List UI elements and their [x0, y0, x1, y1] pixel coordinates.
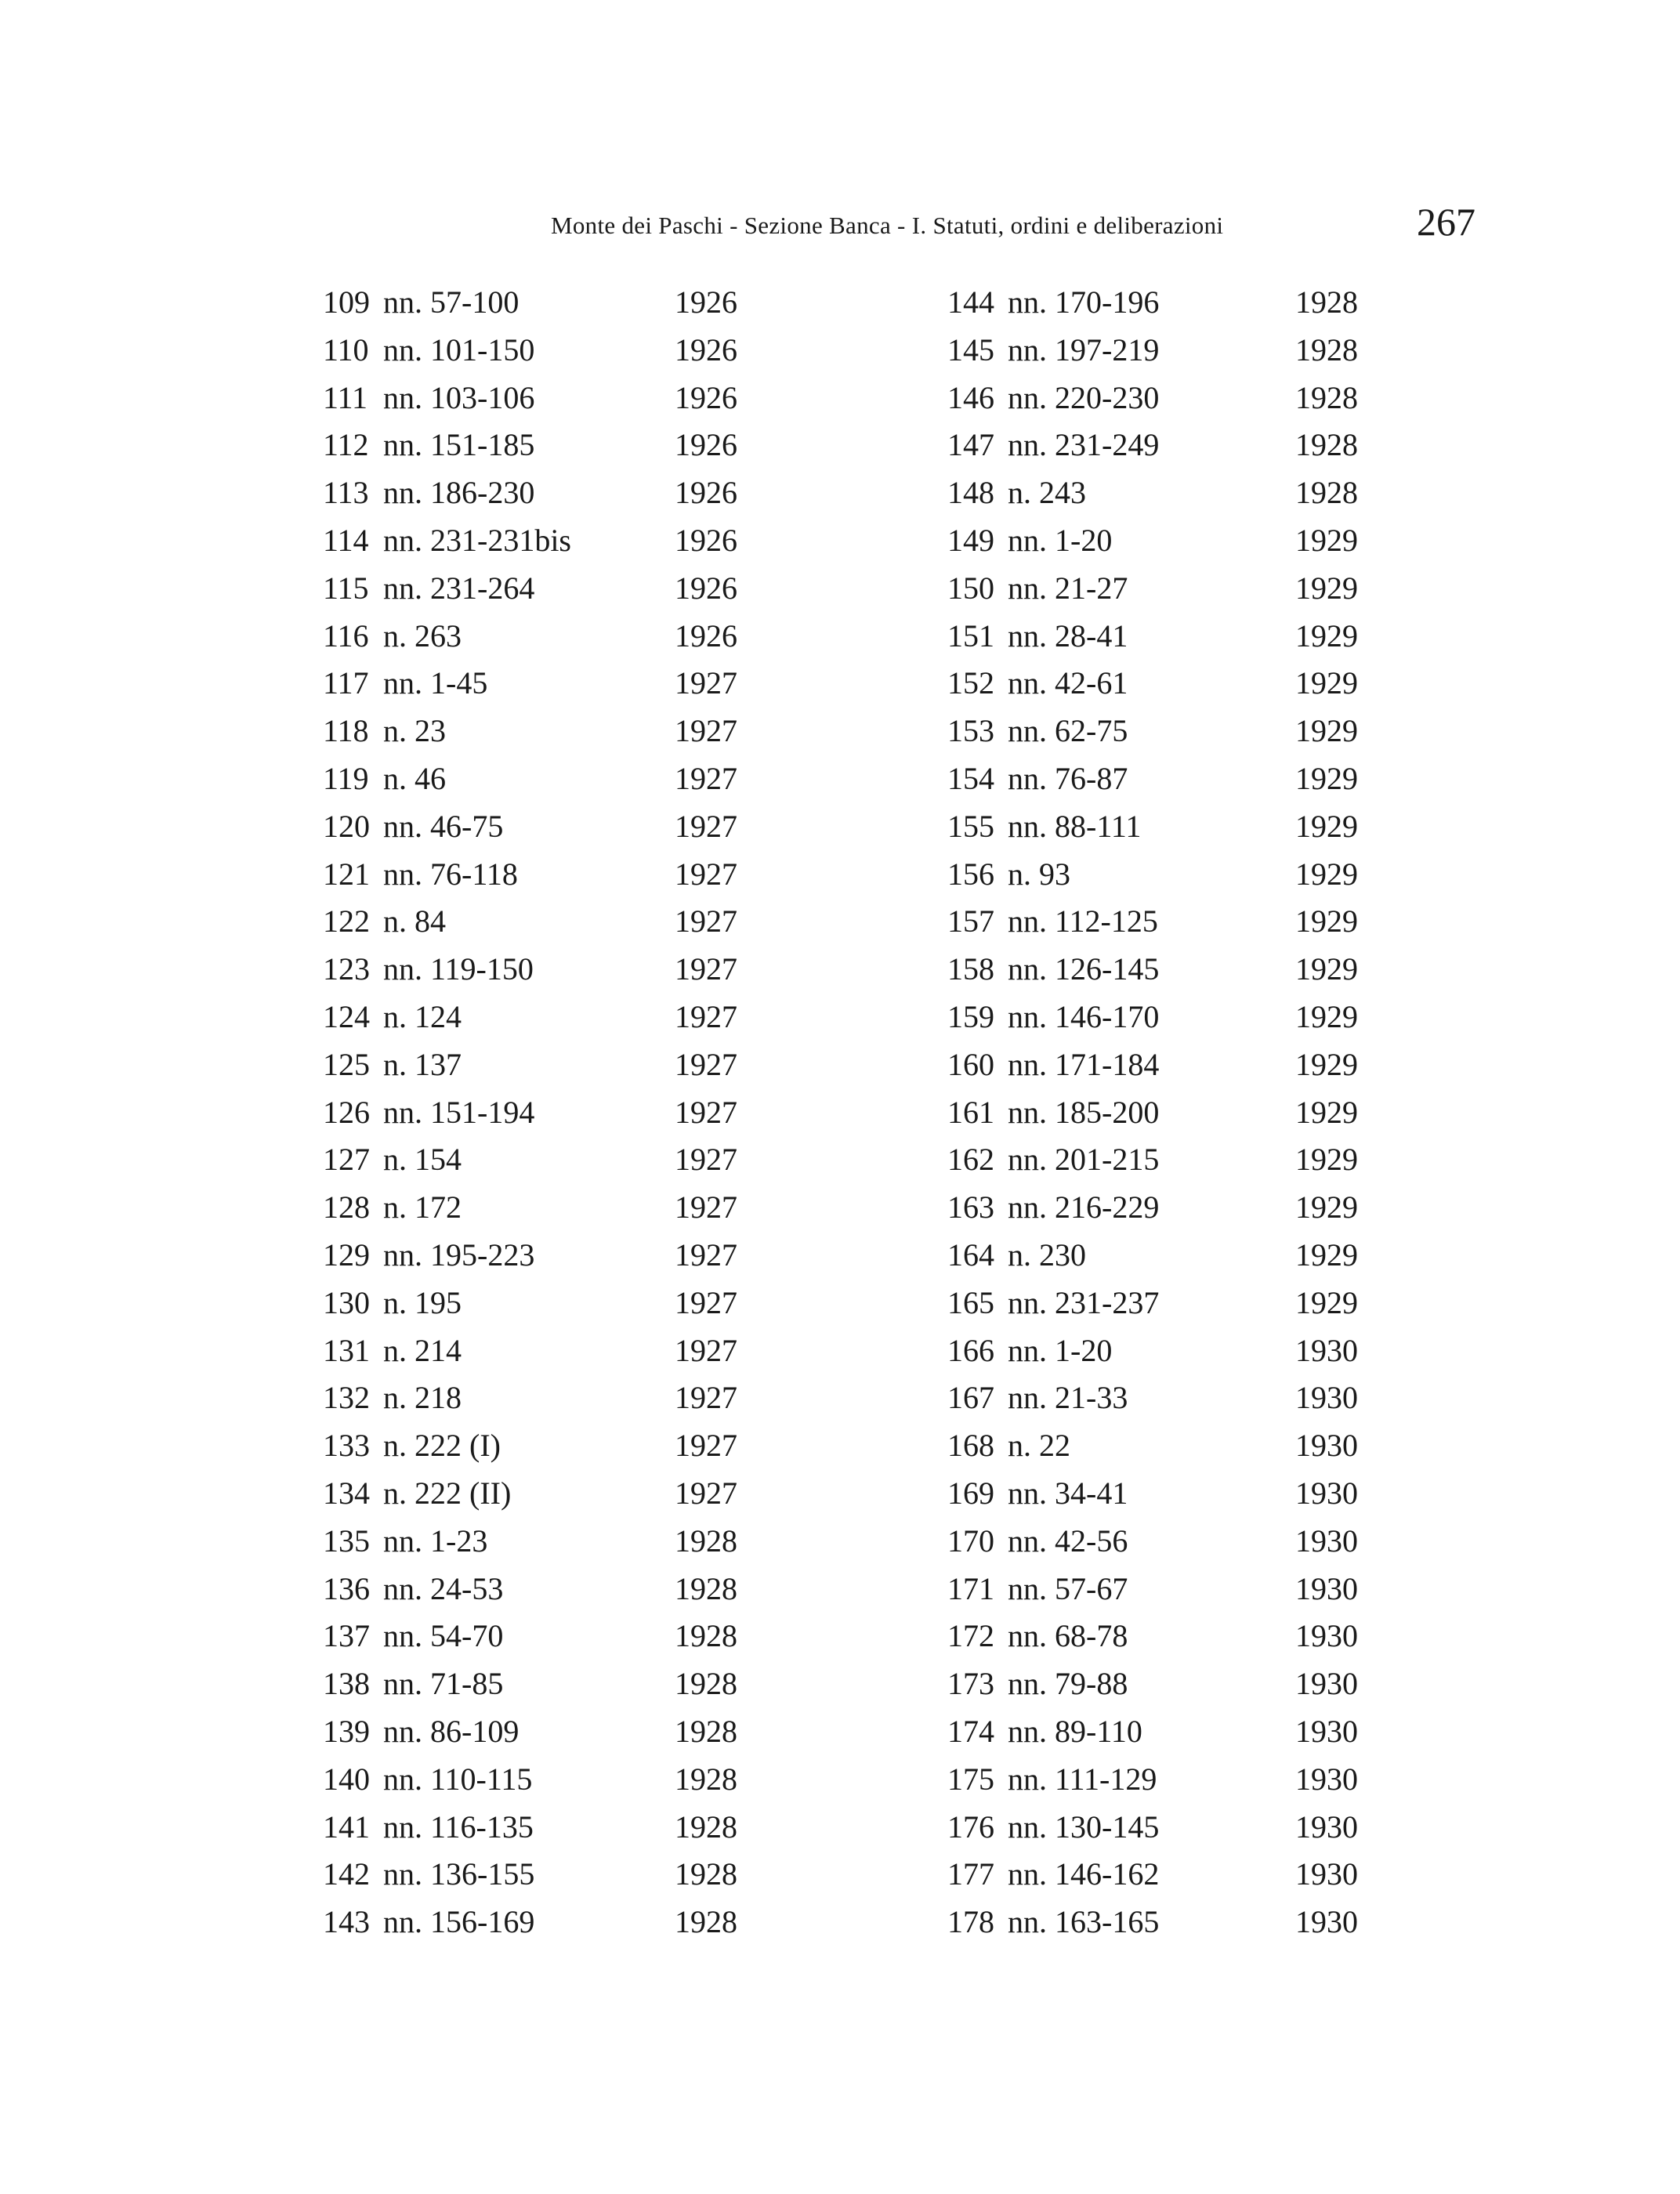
entry-range: nn. 151-185: [383, 427, 535, 463]
entry-range: n. 124: [383, 998, 462, 1034]
entry-range: nn. 216-229: [1008, 1189, 1160, 1226]
entry-range: nn. 156-169: [383, 1904, 535, 1940]
entry-year: 1929: [1295, 1046, 1358, 1082]
volume-number: 140: [323, 1761, 370, 1797]
entry-year: 1928: [675, 1666, 737, 1702]
entry-range: nn. 170-196: [1008, 284, 1160, 320]
volume-number: 170: [947, 1522, 994, 1559]
entry-range: nn. 21-27: [1008, 570, 1128, 606]
entry-range: nn. 231-249: [1008, 427, 1160, 463]
volume-number: 168: [947, 1428, 994, 1464]
entry-year: 1929: [1295, 998, 1358, 1034]
volume-number: 121: [323, 856, 370, 892]
entry-year: 1927: [675, 1380, 737, 1416]
volume-number: 147: [947, 427, 994, 463]
volume-number: 173: [947, 1666, 994, 1702]
entry-year: 1930: [1295, 1522, 1358, 1559]
volume-number: 138: [323, 1666, 370, 1702]
entry-range: nn. 21-33: [1008, 1380, 1128, 1416]
entry-range: nn. 62-75: [1008, 713, 1128, 749]
volume-number: 156: [947, 856, 994, 892]
entry-year: 1926: [675, 379, 737, 415]
entry-range: nn. 186-230: [383, 475, 535, 511]
volume-number: 149: [947, 522, 994, 558]
volume-number: 165: [947, 1284, 994, 1320]
entry-range: nn. 89-110: [1008, 1713, 1142, 1749]
volume-number: 151: [947, 617, 994, 653]
volume-number: 141: [323, 1808, 370, 1845]
entry-range: n. 154: [383, 1142, 462, 1178]
entry-year: 1930: [1295, 1332, 1358, 1368]
entry-year: 1929: [1295, 617, 1358, 653]
volume-number: 124: [323, 998, 370, 1034]
volume-number: 152: [947, 665, 994, 701]
volume-number: 133: [323, 1428, 370, 1464]
entry-year: 1927: [675, 1189, 737, 1226]
entry-year: 1929: [1295, 1189, 1358, 1226]
entry-range: nn. 146-170: [1008, 998, 1160, 1034]
volume-number: 155: [947, 808, 994, 844]
entry-year: 1930: [1295, 1666, 1358, 1702]
volume-number: 111: [323, 379, 368, 415]
volume-number: 154: [947, 760, 994, 796]
volume-number: 125: [323, 1046, 370, 1082]
entry-year: 1926: [675, 284, 737, 320]
entry-range: nn. 76-87: [1008, 760, 1128, 796]
volume-number: 128: [323, 1189, 370, 1226]
entry-range: nn. 28-41: [1008, 617, 1128, 653]
entry-year: 1928: [675, 1618, 737, 1654]
entry-range: nn. 57-100: [383, 284, 520, 320]
entry-year: 1929: [1295, 760, 1358, 796]
volume-number: 160: [947, 1046, 994, 1082]
entry-year: 1927: [675, 903, 737, 940]
volume-number: 142: [323, 1856, 370, 1892]
volume-number: 171: [947, 1570, 994, 1606]
entry-year: 1928: [675, 1904, 737, 1940]
entry-year: 1930: [1295, 1808, 1358, 1845]
volume-number: 175: [947, 1761, 994, 1797]
entry-year: 1929: [1295, 713, 1358, 749]
entry-range: nn. 163-165: [1008, 1904, 1160, 1940]
volume-number: 109: [323, 284, 370, 320]
entry-year: 1929: [1295, 665, 1358, 701]
entry-year: 1927: [675, 665, 737, 701]
entry-range: nn. 24-53: [383, 1570, 504, 1606]
entry-year: 1927: [675, 1142, 737, 1178]
entry-year: 1928: [675, 1808, 737, 1845]
entry-range: nn. 86-109: [383, 1713, 520, 1749]
volume-number: 135: [323, 1522, 370, 1559]
entry-range: nn. 42-56: [1008, 1522, 1128, 1559]
entry-year: 1927: [675, 856, 737, 892]
volume-number: 129: [323, 1236, 370, 1273]
entry-range: nn. 231-237: [1008, 1284, 1160, 1320]
entry-range: n. 93: [1008, 856, 1070, 892]
entry-year: 1930: [1295, 1761, 1358, 1797]
volume-number: 130: [323, 1284, 370, 1320]
entry-year: 1930: [1295, 1713, 1358, 1749]
volume-number: 145: [947, 331, 994, 367]
entry-year: 1927: [675, 998, 737, 1034]
entry-range: nn. 1-45: [383, 665, 488, 701]
volume-number: 139: [323, 1713, 370, 1749]
entry-year: 1926: [675, 475, 737, 511]
entry-range: n. 263: [383, 617, 462, 653]
volume-number: 150: [947, 570, 994, 606]
volume-number: 176: [947, 1808, 994, 1845]
entry-year: 1929: [1295, 570, 1358, 606]
entry-year: 1930: [1295, 1475, 1358, 1511]
entry-range: nn. 88-111: [1008, 808, 1142, 844]
volume-number: 120: [323, 808, 370, 844]
volume-number: 146: [947, 379, 994, 415]
entry-range: nn. 185-200: [1008, 1094, 1160, 1130]
volume-number: 117: [323, 665, 369, 701]
entry-year: 1928: [1295, 284, 1358, 320]
entry-year: 1929: [1295, 1236, 1358, 1273]
entry-range: n. 23: [383, 713, 446, 749]
entry-year: 1929: [1295, 1142, 1358, 1178]
volume-number: 127: [323, 1142, 370, 1178]
entry-range: nn. 76-118: [383, 856, 518, 892]
entry-range: nn. 136-155: [383, 1856, 535, 1892]
entry-year: 1926: [675, 522, 737, 558]
volume-number: 132: [323, 1380, 370, 1416]
volume-number: 166: [947, 1332, 994, 1368]
entry-year: 1929: [1295, 1094, 1358, 1130]
entry-year: 1928: [675, 1570, 737, 1606]
volume-number: 162: [947, 1142, 994, 1178]
entry-range: nn. 220-230: [1008, 379, 1160, 415]
volume-number: 157: [947, 903, 994, 940]
entry-year: 1930: [1295, 1570, 1358, 1606]
entry-year: 1926: [675, 427, 737, 463]
volume-number: 122: [323, 903, 370, 940]
entry-range: nn. 46-75: [383, 808, 504, 844]
volume-number: 118: [323, 713, 369, 749]
volume-number: 110: [323, 331, 369, 367]
volume-number: 113: [323, 475, 369, 511]
volume-number: 169: [947, 1475, 994, 1511]
entry-range: nn. 197-219: [1008, 331, 1160, 367]
entry-range: n. 172: [383, 1189, 462, 1226]
entry-year: 1929: [1295, 1284, 1358, 1320]
entry-range: nn. 34-41: [1008, 1475, 1128, 1511]
entry-range: nn. 231-264: [383, 570, 535, 606]
entry-range: n. 214: [383, 1332, 462, 1368]
entry-year: 1926: [675, 617, 737, 653]
entry-range: nn. 101-150: [383, 331, 535, 367]
entry-year: 1927: [675, 713, 737, 749]
volume-number: 131: [323, 1332, 370, 1368]
page-header: [0, 200, 1680, 252]
entry-year: 1927: [675, 1236, 737, 1273]
volume-number: 164: [947, 1236, 994, 1273]
entry-range: nn. 130-145: [1008, 1808, 1160, 1845]
entry-year: 1928: [1295, 331, 1358, 367]
running-header-title: Monte dei Paschi - Sezione Banca - I. Statuti, ordini e deliberazioni: [551, 212, 1224, 239]
entry-year: 1930: [1295, 1380, 1358, 1416]
entry-year: 1929: [1295, 951, 1358, 987]
volume-number: 123: [323, 951, 370, 987]
entry-year: 1929: [1295, 856, 1358, 892]
entry-year: 1930: [1295, 1856, 1358, 1892]
volume-number: 116: [323, 617, 369, 653]
entry-range: n. 230: [1008, 1236, 1086, 1273]
entry-range: nn. 57-67: [1008, 1570, 1128, 1606]
entry-range: nn. 126-145: [1008, 951, 1160, 987]
entry-range: n. 218: [383, 1380, 462, 1416]
entry-range: nn. 171-184: [1008, 1046, 1160, 1082]
entry-range: n. 46: [383, 760, 446, 796]
volume-number: 159: [947, 998, 994, 1034]
entry-year: 1928: [1295, 427, 1358, 463]
entry-range: nn. 231-231bis: [383, 522, 571, 558]
entry-range: nn. 201-215: [1008, 1142, 1160, 1178]
entry-range: nn. 119-150: [383, 951, 534, 987]
entry-year: 1928: [675, 1856, 737, 1892]
entry-year: 1927: [675, 760, 737, 796]
volume-number: 178: [947, 1904, 994, 1940]
entry-range: nn. 112-125: [1008, 903, 1158, 940]
entry-range: n. 222 (I): [383, 1428, 501, 1464]
volume-number: 163: [947, 1189, 994, 1226]
entry-year: 1930: [1295, 1428, 1358, 1464]
entry-year: 1928: [675, 1522, 737, 1559]
volume-number: 177: [947, 1856, 994, 1892]
entry-range: n. 137: [383, 1046, 462, 1082]
entry-range: nn. 1-20: [1008, 1332, 1113, 1368]
entry-year: 1927: [675, 1284, 737, 1320]
entry-range: nn. 54-70: [383, 1618, 504, 1654]
entry-year: 1928: [675, 1713, 737, 1749]
volume-number: 115: [323, 570, 369, 606]
volume-number: 174: [947, 1713, 994, 1749]
volume-number: 148: [947, 475, 994, 511]
volume-number: 161: [947, 1094, 994, 1130]
entry-range: n. 84: [383, 903, 446, 940]
entry-range: n. 195: [383, 1284, 462, 1320]
entry-range: n. 243: [1008, 475, 1086, 511]
entry-range: n. 222 (II): [383, 1475, 512, 1511]
entry-range: nn. 79-88: [1008, 1666, 1128, 1702]
volume-number: 126: [323, 1094, 370, 1130]
entry-year: 1927: [675, 1475, 737, 1511]
page-number: 267: [1417, 200, 1475, 244]
entry-year: 1927: [675, 1428, 737, 1464]
entry-range: nn. 68-78: [1008, 1618, 1128, 1654]
entry-range: nn. 195-223: [383, 1236, 535, 1273]
entry-year: 1926: [675, 331, 737, 367]
entry-year: 1928: [1295, 475, 1358, 511]
entry-range: nn. 110-115: [383, 1761, 533, 1797]
entry-year: 1926: [675, 570, 737, 606]
entry-year: 1930: [1295, 1904, 1358, 1940]
entry-range: nn. 103-106: [383, 379, 535, 415]
volume-number: 114: [323, 522, 369, 558]
entry-range: nn. 146-162: [1008, 1856, 1160, 1892]
volume-number: 172: [947, 1618, 994, 1654]
volume-number: 112: [323, 427, 369, 463]
entry-year: 1930: [1295, 1618, 1358, 1654]
volume-number: 144: [947, 284, 994, 320]
entry-year: 1927: [675, 951, 737, 987]
entry-range: nn. 116-135: [383, 1808, 534, 1845]
volume-number: 143: [323, 1904, 370, 1940]
entry-year: 1927: [675, 808, 737, 844]
volume-number: 119: [323, 760, 369, 796]
entry-year: 1928: [675, 1761, 737, 1797]
volume-number: 137: [323, 1618, 370, 1654]
entry-year: 1927: [675, 1332, 737, 1368]
entry-year: 1927: [675, 1046, 737, 1082]
entry-range: nn. 1-20: [1008, 522, 1113, 558]
entry-year: 1929: [1295, 808, 1358, 844]
volume-number: 167: [947, 1380, 994, 1416]
entry-range: nn. 1-23: [383, 1522, 488, 1559]
entry-range: nn. 151-194: [383, 1094, 535, 1130]
entry-range: nn. 71-85: [383, 1666, 504, 1702]
entry-year: 1928: [1295, 379, 1358, 415]
entry-year: 1927: [675, 1094, 737, 1130]
volume-number: 158: [947, 951, 994, 987]
entry-year: 1929: [1295, 522, 1358, 558]
volume-number: 153: [947, 713, 994, 749]
entry-range: n. 22: [1008, 1428, 1070, 1464]
volume-number: 134: [323, 1475, 370, 1511]
entry-range: nn. 111-129: [1008, 1761, 1157, 1797]
entry-range: nn. 42-61: [1008, 665, 1128, 701]
entry-year: 1929: [1295, 903, 1358, 940]
volume-number: 136: [323, 1570, 370, 1606]
